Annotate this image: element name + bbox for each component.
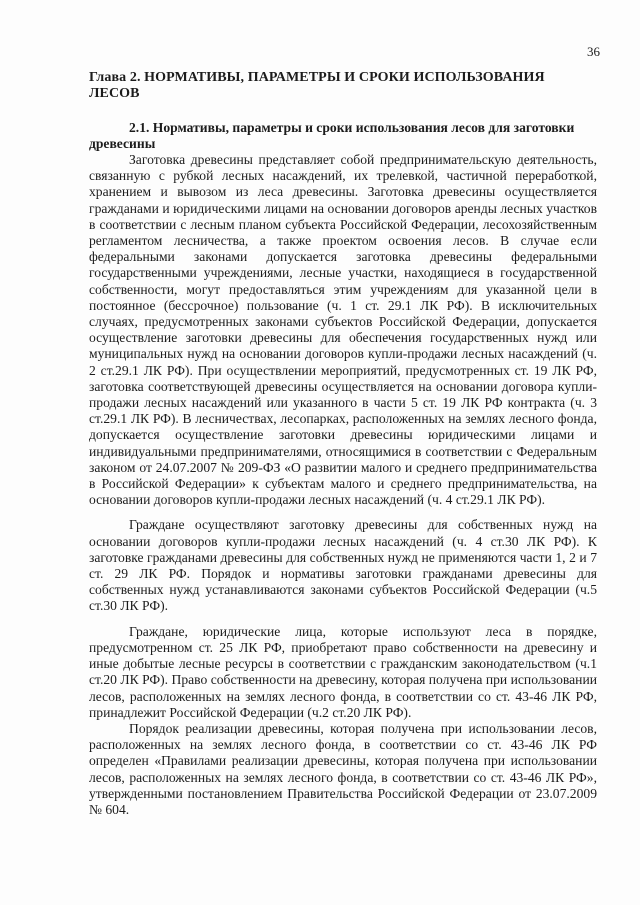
section-title: 2.1. Нормативы, параметры и сроки использования лесов для заготовки древесины bbox=[89, 120, 575, 151]
paragraph: Граждане, юридические лица, которые используют леса в порядке, предусмотренном ст. 25 ЛК РФ, приобретают право собственности на древесину и иные добытые лесные ресурсы в соответствии с гражданским законодательством (ч.1 ст.20 ЛК РФ). Право собственности на древесину, которая получена при использовании лесов, расположенных на землях лесного фонда, в соответствии со ст. 43-46 ЛК РФ, принадлежит Российской Федерации (ч.2 ст.20 ЛК РФ). bbox=[89, 623, 597, 720]
paragraph: Порядок реализации древесины, которая получена при использовании лесов, расположенных на землях лесного фонда, в соответствии со ст. 43-46 ЛК РФ определен «Правилами реализации древесины, которая получена при использовании лесов, расположенных на землях лесного фонда, в соответствии со ст. 43-46 ЛК РФ», утвержденными постановлением Правительства Российской Федерации от 23.07.2009 № 604. bbox=[89, 720, 597, 817]
chapter-title: Глава 2. НОРМАТИВЫ, ПАРАМЕТРЫ И СРОКИ ИСПОЛЬЗОВАНИЯ ЛЕСОВ bbox=[89, 70, 545, 101]
page-number: 36 bbox=[587, 44, 600, 59]
page-content bbox=[89, 70, 597, 818]
paragraph: Заготовка древесины представляет собой предпринимательскую деятельность, связанную с рубкой лесных насаждений, их трелевкой, частичной переработкой, хранением и вывозом из леса древесины. Заготовка древесины осуществляется гражданами и юридическими лицами на основании договоров аренды лесных участков в соответствии с лесным планом субъекта Российской Федерации, лесохозяйственным регламентом лесничества, а также проектом освоения лесов. В случае если федеральными законами допускается заготовка древесины федеральными государственными учреждениями, лесные участки, находящиеся в государственной собственности, могут предоставляться этим учреждениям для указанной цели в постоянное (бессрочное) пользование (ч. 1 ст. 29.1 ЛК РФ). В исключительных случаях, предусмотренных законами субъектов Российской Федерации, допускается осуществление заготовки древесины для обеспечения государственных нужд или муниципальных нужд на основании договоров купли-продажи лесных насаждений (ч. 2 ст.29.1 ЛК РФ). При осуществлении мероприятий, предусмотренных ст. 19 ЛК РФ, заготовка соответствующей древесины осуществляется на основании договора купли-продажи лесных насаждений или указанного в части 5 ст. 19 ЛК РФ контракта (ч. 3 ст.29.1 ЛК РФ). В лесничествах, лесопарках, расположенных на землях лесного фонда, допускается осуществление заготовки древесины юридическими лицами и индивидуальными предпринимателями, относящимися в соответствии с Федеральным законом от 24.07.2007 № 209-ФЗ «О развитии малого и среднего предпринимательства в Российской Федерации» к субъектам малого и среднего предпринимательства, на основании договоров купли-продажи лесных насаждений (ч. 4 ст.29.1 ЛК РФ). bbox=[89, 152, 597, 508]
paragraph: Граждане осуществляют заготовку древесины для собственных нужд на основании договоров купли-продажи лесных насаждений (ч. 4 ст.30 ЛК РФ). К заготовке гражданами древесины для собственных нужд не применяются части 1, 2 и 7 ст. 29 ЛК РФ. Порядок и нормативы заготовки гражданами древесины для собственных нужд устанавливаются законами субъектов Российской Федерации (ч.5 ст.30 ЛК РФ). bbox=[89, 517, 597, 614]
